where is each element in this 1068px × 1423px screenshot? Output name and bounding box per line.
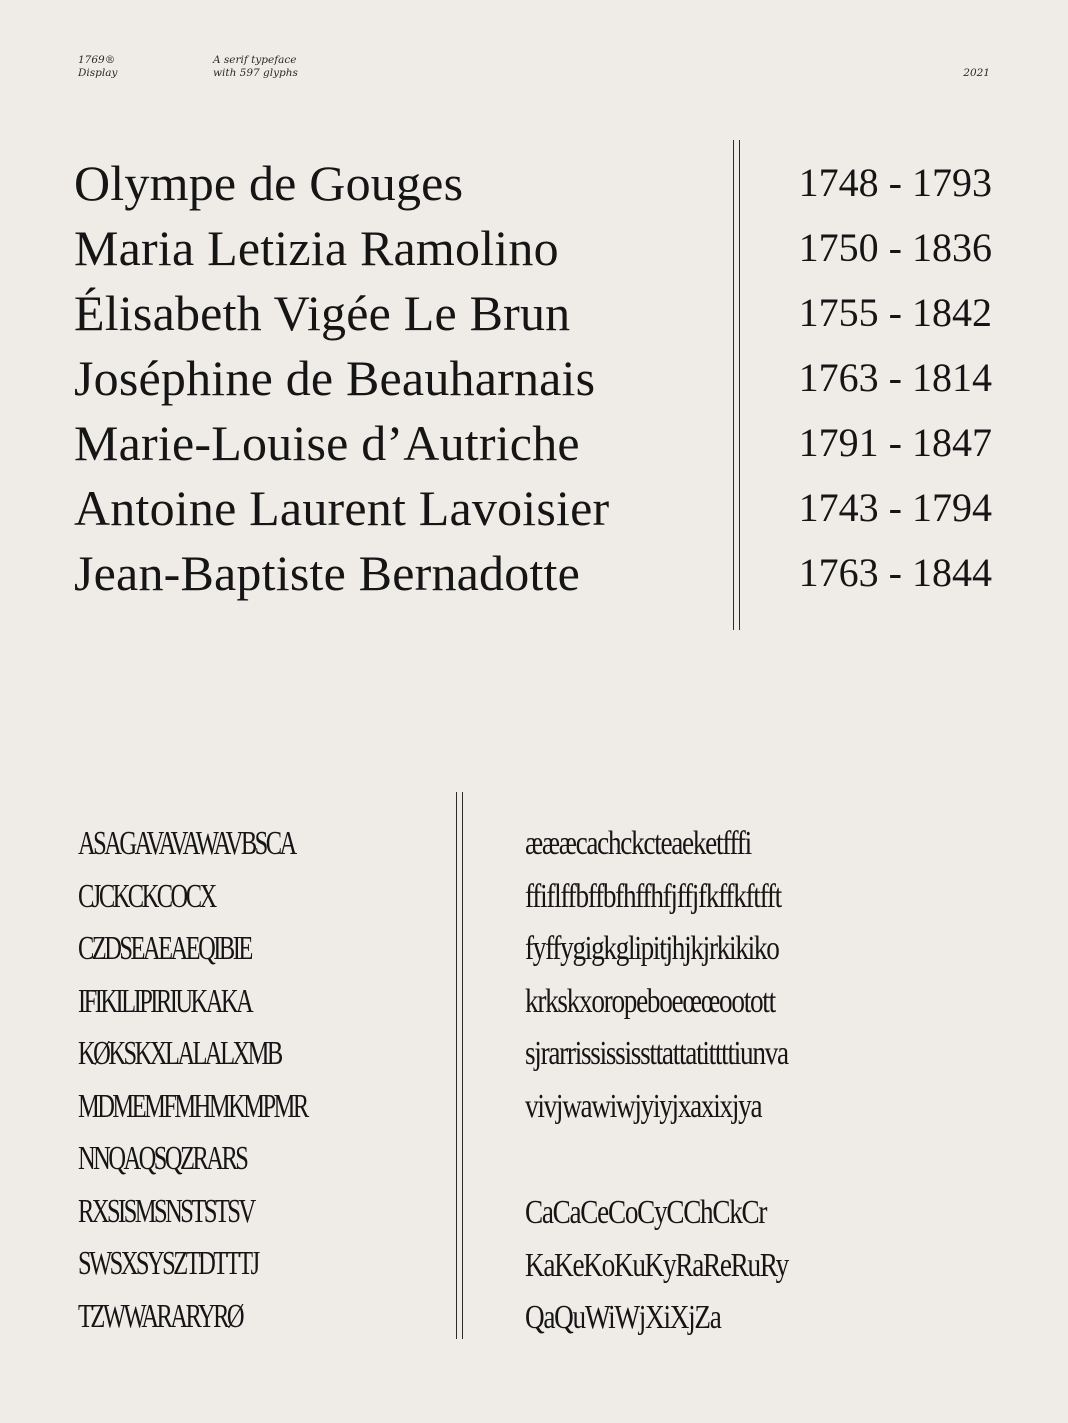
year-text: 2021 bbox=[963, 67, 990, 79]
header-font-id bbox=[78, 54, 117, 80]
glyph-row: CJCKCKCOCX bbox=[78, 877, 215, 915]
lowercase-ligatures bbox=[525, 818, 1045, 1345]
glyph-row: IFIKILIPIRIUKAKA bbox=[78, 982, 252, 1020]
person-name: Marie-Louise d’Autriche bbox=[74, 414, 580, 471]
glyph-row: KØKSKXLALALXMB bbox=[78, 1035, 281, 1073]
person-name: Antoine Laurent Lavoisier bbox=[74, 479, 610, 536]
glyph-row: KaKeKoKuKyRaReRuRy bbox=[525, 1246, 788, 1284]
glyph-row: NNQAQSQZRARS bbox=[78, 1140, 247, 1178]
person-years: 1763 - 1844 bbox=[798, 550, 992, 595]
glyph-row: krkskxoropeboeœœootott bbox=[525, 982, 775, 1020]
person-years: 1743 - 1794 bbox=[798, 485, 992, 530]
person-years: 1791 - 1847 bbox=[798, 420, 992, 465]
glyph-row: QaQuWiWjXiXjZa bbox=[525, 1299, 721, 1337]
person-years: 1750 - 1836 bbox=[798, 225, 992, 270]
glyph-row: TZWWARARYRØ bbox=[78, 1297, 243, 1335]
description-line-2: with 597 glyphs bbox=[213, 67, 298, 79]
glyph-row: sjrarrissississttattatittttiunva bbox=[525, 1035, 788, 1073]
glyph-row: SWSXSYSZTDTTTJ bbox=[78, 1245, 258, 1283]
glyph-row: vivjwawiwjyiyjxaxixjya bbox=[525, 1087, 762, 1125]
person-name: Joséphine de Beauharnais bbox=[74, 349, 596, 406]
person-name: Élisabeth Vigée Le Brun bbox=[74, 284, 571, 341]
glyph-row: ASAGAVAVAWAVBSCA bbox=[78, 825, 295, 863]
glyph-row: ffiflffbffbfhffhfjffjfkffkftfft bbox=[525, 877, 781, 915]
glyph-row: MDMEMFMHMKMPMR bbox=[78, 1087, 307, 1125]
person-years: 1755 - 1842 bbox=[798, 290, 992, 335]
header-description bbox=[213, 54, 298, 80]
person-name: Jean-Baptiste Bernadotte bbox=[74, 544, 581, 601]
glyph-row: CaCaCeCoCyCChCkCr bbox=[525, 1194, 767, 1232]
double-divider-bottom bbox=[456, 792, 463, 1339]
description-line-1: A serif typeface bbox=[213, 54, 297, 66]
glyph-row: æææcachckcteaeketfffi bbox=[525, 825, 751, 863]
uppercase-ligatures bbox=[78, 818, 448, 1343]
names-list bbox=[74, 150, 724, 605]
glyph-row: CZDSEAEAEQIBIE bbox=[78, 930, 251, 968]
double-divider-top bbox=[733, 140, 740, 630]
person-name: Maria Letizia Ramolino bbox=[74, 219, 559, 276]
person-years: 1763 - 1814 bbox=[798, 355, 992, 400]
glyph-row: RXSISMSNSTSTSV bbox=[78, 1192, 254, 1230]
font-code: 1769® bbox=[78, 54, 116, 66]
glyph-row: fyffygigkglipitjhjkjrkikiko bbox=[525, 930, 779, 968]
years-list bbox=[770, 150, 992, 605]
spacer bbox=[525, 1133, 1045, 1187]
person-name: Olympe de Gouges bbox=[74, 154, 464, 211]
font-style: Display bbox=[78, 67, 118, 79]
header-year bbox=[930, 67, 990, 80]
person-years: 1748 - 1793 bbox=[798, 160, 992, 205]
